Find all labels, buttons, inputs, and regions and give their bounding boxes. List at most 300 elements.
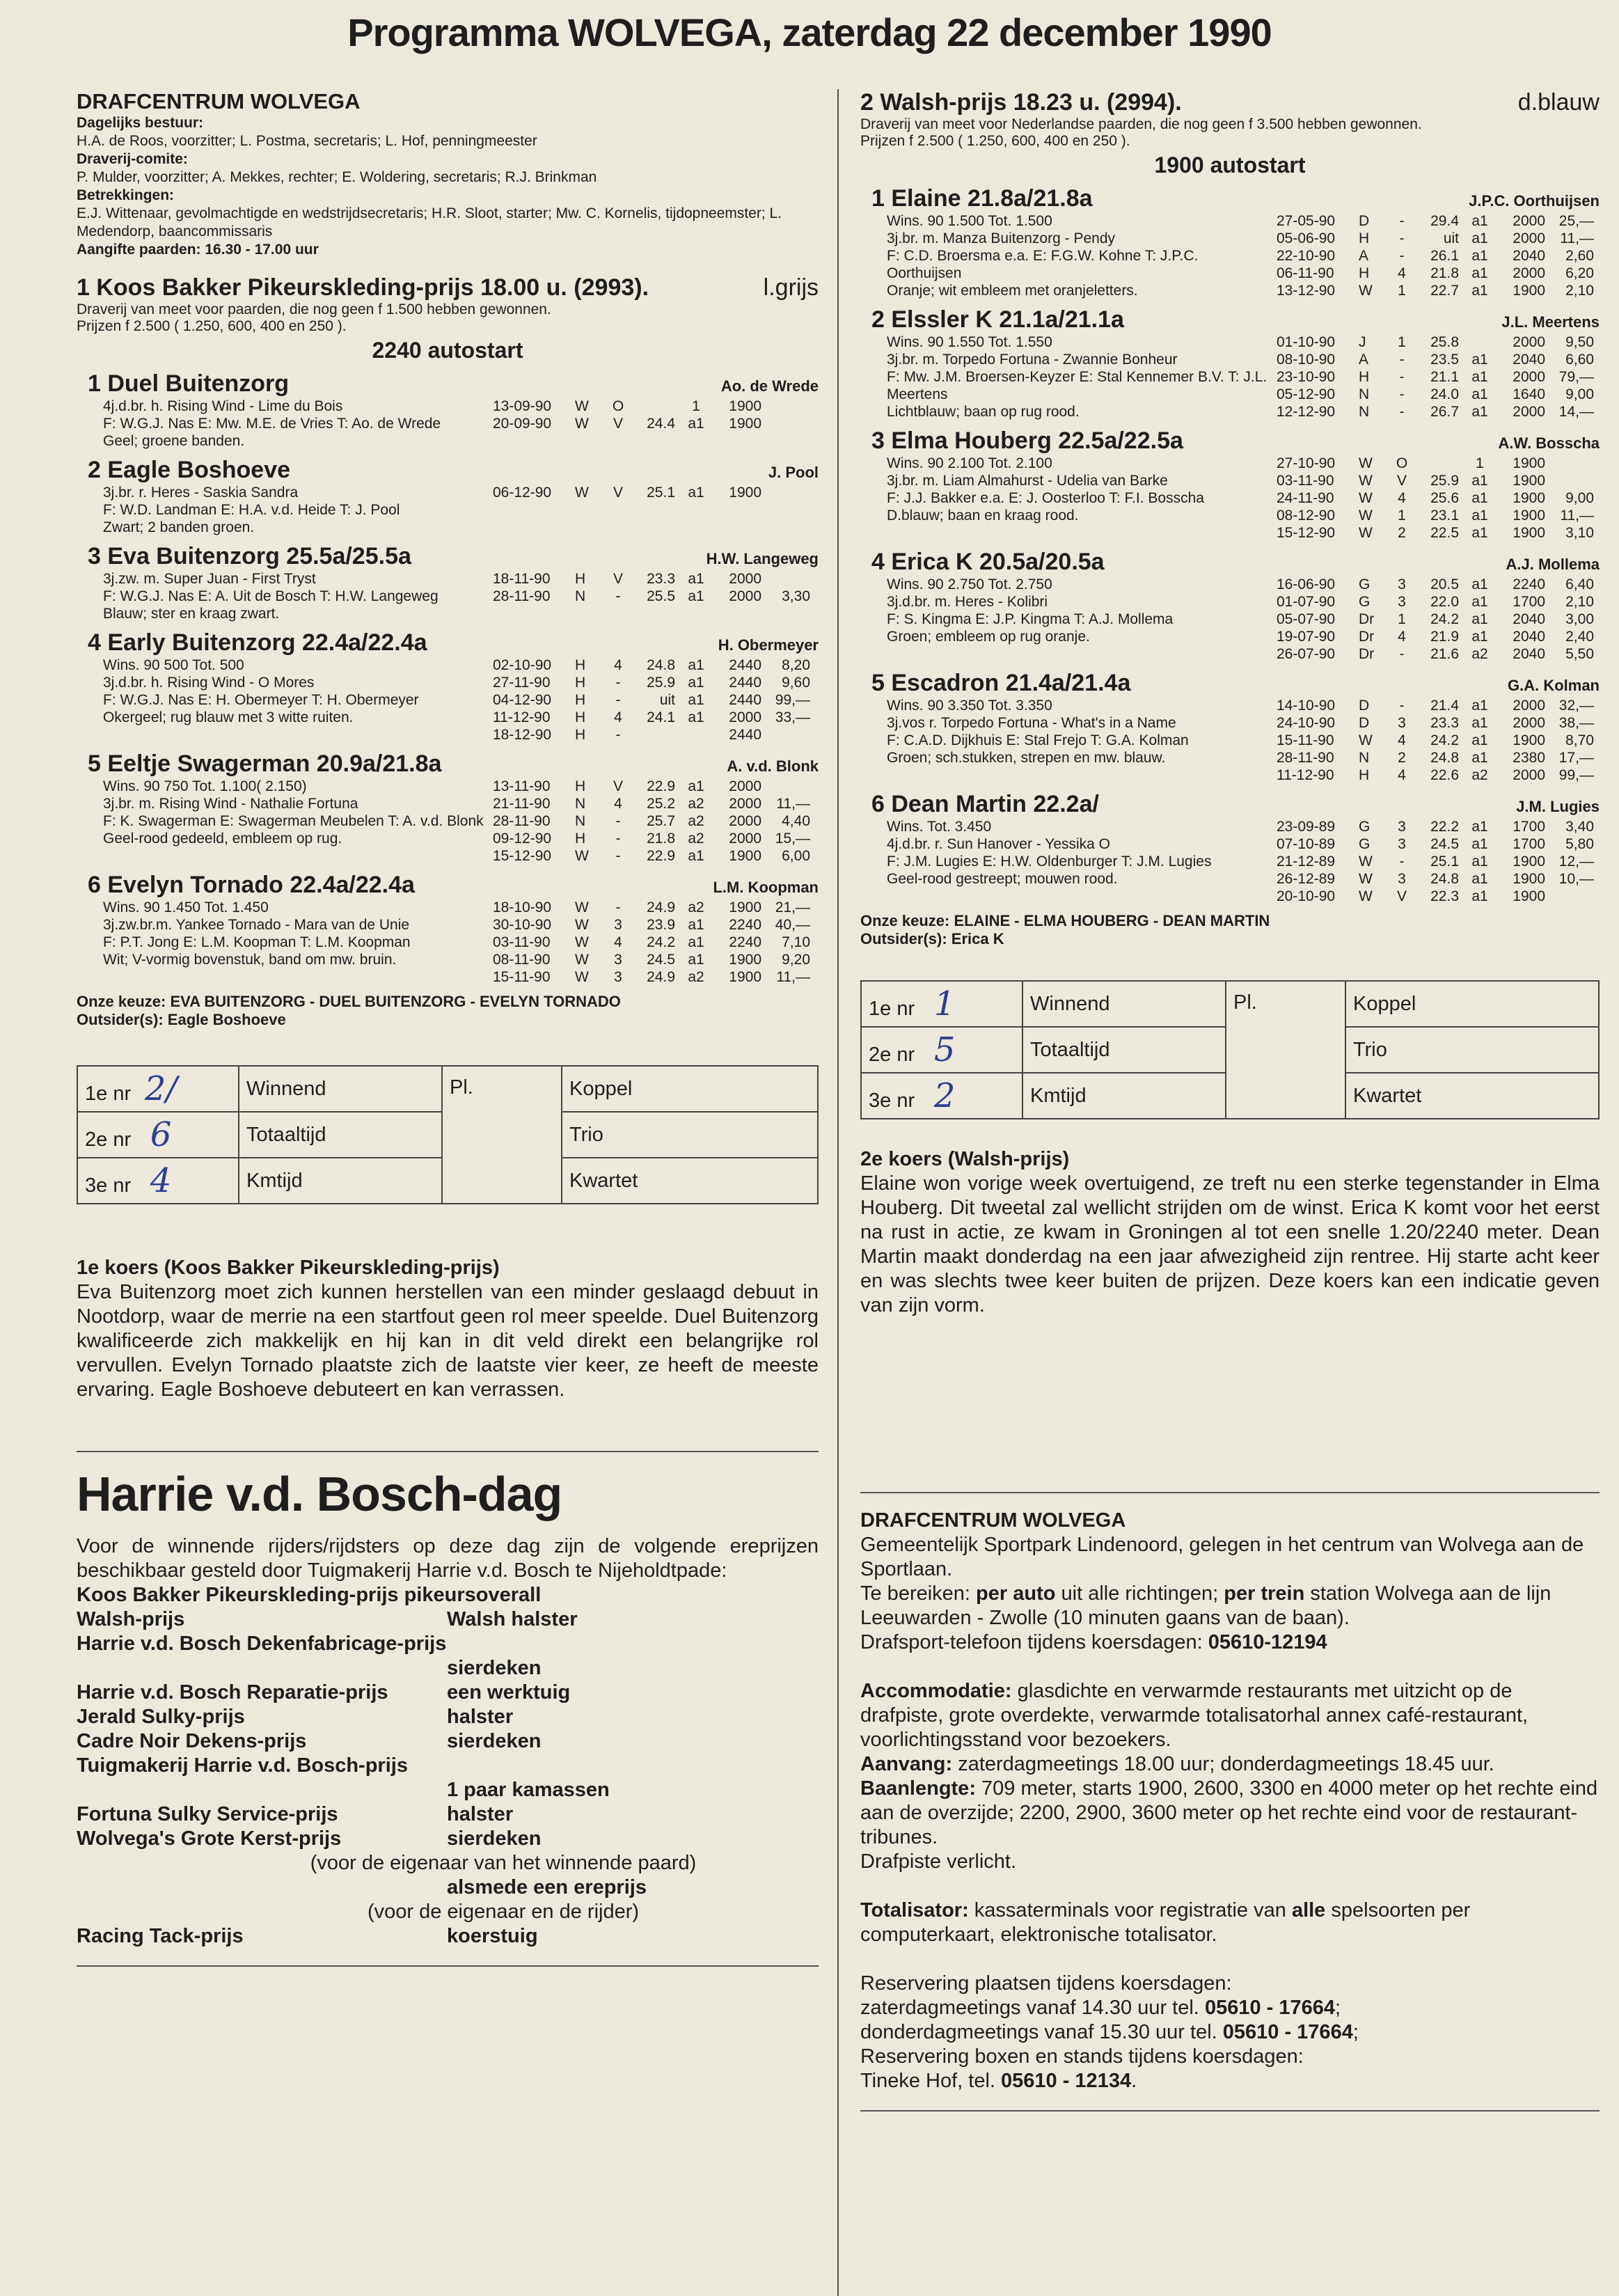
result-cell: 38,—: [1558, 715, 1594, 731]
prize-name: Racing Tack-prijs: [77, 1925, 244, 1947]
result-row: [1277, 472, 1600, 489]
result-row: [493, 398, 819, 415]
result-cell: 2000: [1513, 265, 1545, 281]
result-cell: W: [575, 917, 589, 933]
horse-name: 1 Elaine 21.8a/21.8a: [871, 185, 1093, 212]
result-cell: 1: [1398, 334, 1406, 350]
result-row: [1277, 835, 1600, 853]
place-3-cell[interactable]: [861, 1073, 1022, 1119]
horse-info: [860, 212, 1277, 299]
result-cell: Dr: [1359, 629, 1375, 645]
result-cell: 1900: [729, 848, 761, 864]
result-cell: W: [575, 848, 589, 864]
result-cell: a1: [688, 917, 704, 933]
horse-details: [77, 484, 819, 536]
result-cell: 2040: [1513, 248, 1545, 264]
result-cell: 1900: [1513, 854, 1545, 870]
horse-details: [860, 697, 1600, 784]
horse-info-line: F: W.D. Landman E: H.A. v.d. Heide T: J. Pool: [103, 502, 400, 518]
result-cell: 4: [614, 657, 622, 673]
horse-header: [860, 185, 1600, 212]
race2-heading: [860, 89, 1600, 116]
result-cell: 3: [1398, 576, 1406, 592]
place-1-cell[interactable]: [77, 1066, 239, 1112]
result-cell: uit: [1443, 230, 1459, 246]
header-text: P. Mulder, voorzitter; A. Mekkes, rechter; E. Woldering, secretaris; R.J. Brinkman: [77, 169, 597, 185]
result-cell: V: [1396, 473, 1407, 489]
result-cell: a1: [1471, 352, 1488, 368]
result-cell: 08-11-90: [493, 952, 551, 968]
horse-details: [77, 656, 819, 744]
result-cell: H: [575, 831, 586, 847]
result-cell: 11,—: [776, 969, 810, 985]
result-cell: 15,—: [775, 831, 810, 847]
horse-results: [493, 398, 819, 450]
result-cell: a2: [688, 969, 704, 985]
result-cell: a2: [688, 831, 704, 847]
result-cell: W: [1359, 490, 1373, 506]
result-cell: 25.2: [647, 796, 675, 812]
result-cell: a1: [1471, 490, 1488, 506]
result-cell: D: [1359, 715, 1370, 731]
result-cell: 3: [1398, 819, 1406, 835]
result-cell: 2000: [1513, 230, 1545, 246]
result-cell: a1: [1471, 525, 1488, 541]
result-cell: 4: [1398, 265, 1406, 281]
result-cell: 2440: [729, 657, 761, 673]
result-cell: a2: [688, 796, 704, 812]
horse-info-line: 3j.zw. m. Super Juan - First Tryst: [103, 571, 316, 587]
horse-entry: [860, 549, 1600, 663]
result-cell: 27-05-90: [1277, 213, 1336, 229]
track-directions: Te bereiken: per auto uit alle richtingen; per trein station Wolvega aan de lijn Leeuwarden - Zwolle (10 minuten gaans van de baan).: [860, 1582, 1551, 1629]
horse-info-line: D.blauw; baan en kraag rood.: [887, 508, 1079, 524]
result-cell: 2000: [1513, 369, 1545, 385]
place-2-label: 2e nr: [869, 1044, 915, 1066]
horse-info: [860, 455, 1277, 542]
result-cell: 4: [1398, 732, 1406, 748]
result-cell: 2040: [1513, 352, 1545, 368]
result-cell: a1: [1471, 248, 1488, 264]
result-cell: W: [1359, 508, 1373, 524]
horse-name: 6 Evelyn Tornado 22.4a/22.4a: [88, 872, 415, 898]
horse-info-line: 3j.d.br. m. Heres - Kolibri: [887, 594, 1048, 610]
result-cell: 4: [1398, 629, 1406, 645]
result-cell: H: [575, 571, 586, 587]
result-row: [1277, 766, 1600, 784]
result-cell: G: [1359, 819, 1371, 835]
result-cell: 1900: [1513, 871, 1545, 887]
result-cell: 3,40: [1565, 819, 1594, 835]
horse-driver: A.J. Mollema: [1506, 556, 1600, 573]
result-cell: a1: [1471, 611, 1488, 627]
result-cell: 1900: [729, 899, 761, 915]
horse-name: 3 Eva Buitenzorg 25.5a/25.5a: [88, 543, 411, 569]
result-cell: 2240: [1513, 576, 1545, 592]
result-cell: a1: [1471, 369, 1488, 385]
result-cell: 25.7: [647, 813, 675, 829]
result-cell: a1: [1471, 854, 1488, 870]
result-cell: 24.5: [1430, 836, 1459, 852]
race1-prizes: Prijzen f 2.500 ( 1.250, 600, 400 en 250 ).: [77, 318, 347, 334]
result-cell: W: [575, 416, 589, 432]
result-cell: [631, 398, 675, 415]
result-cell: 4: [614, 709, 622, 725]
handwritten-number: 6: [150, 1115, 172, 1154]
bosch-title: Harrie v.d. Bosch-dag: [77, 1467, 562, 1521]
result-cell: 2000: [1513, 767, 1545, 783]
horse-name: 3 Elma Houberg 22.5a/22.5a: [871, 427, 1183, 454]
result-cell: 25.9: [1430, 473, 1459, 489]
result-cell: 24.4: [647, 416, 675, 432]
column-divider: [837, 89, 839, 2296]
result-cell: a1: [1471, 230, 1488, 246]
prize-note: (voor de eigenaar en de rijder): [367, 1901, 640, 1923]
result-cell: 23.5: [1430, 352, 1459, 368]
result-cell: a2: [1471, 767, 1488, 783]
result-cell: 1900: [1513, 508, 1545, 524]
horse-entry: [860, 791, 1600, 905]
result-cell: N: [1359, 750, 1370, 766]
result-cell: -: [1399, 213, 1405, 229]
result-cell: 33,—: [775, 709, 810, 725]
result-cell: 22.7: [1430, 283, 1459, 299]
result-cell: 24-10-90: [1277, 715, 1336, 731]
horse-info-line: Groen; embleem op rug oranje.: [887, 629, 1090, 645]
result-cell: 24.0: [1430, 386, 1459, 402]
race2-prizes: Prijzen f 2.500 ( 1.250, 600, 400 en 250 ).: [860, 133, 1130, 149]
place-1-label: 1e nr: [85, 1083, 132, 1105]
horse-details: [860, 212, 1600, 299]
horse-info-line: F: W.G.J. Nas E: Mw. M.E. de Vries T: Ao. de Wrede: [103, 416, 441, 432]
result-cell: D: [1359, 698, 1370, 714]
result-cell: 15-11-90: [1277, 732, 1334, 748]
result-row: [493, 726, 819, 744]
header-label: Aangifte paarden: 16.30 - 17.00 uur: [77, 242, 319, 258]
result-cell: a2: [1471, 646, 1488, 662]
horse-results: [493, 899, 819, 986]
result-cell: -: [615, 675, 621, 691]
horse-driver: J.P.C. Oorthuijsen: [1469, 192, 1600, 210]
prize-value: halster: [447, 1706, 514, 1728]
horse-results: [1277, 697, 1600, 784]
result-row: [1277, 714, 1600, 732]
result-cell: W: [575, 899, 589, 915]
horse-header: [77, 750, 819, 778]
result-cell: 6,00: [782, 848, 810, 864]
result-cell: 04-12-90: [493, 692, 552, 708]
result-row: [1277, 351, 1600, 368]
result-cell: a1: [688, 588, 704, 604]
prize-value: 1 paar kamassen: [447, 1779, 610, 1801]
horse-info-line: 3j.br. m. Liam Almahurst - Udelia van Barke: [887, 473, 1168, 489]
result-cell: H: [575, 657, 586, 673]
result-cell: 25,—: [1558, 213, 1594, 229]
result-cell: 24.8: [1430, 871, 1459, 887]
result-cell: 4: [1398, 490, 1406, 506]
horse-driver: J. Pool: [768, 464, 819, 481]
place-2-cell[interactable]: [861, 1027, 1022, 1073]
result-cell: D: [1359, 213, 1370, 229]
horse-details: [860, 455, 1600, 542]
horse-info-line: F: J.M. Lugies E: H.W. Oldenburger T: J.M. Lugies: [887, 854, 1212, 870]
result-cell: H: [1359, 767, 1370, 783]
result-cell: 23.9: [647, 917, 675, 933]
race2-outsider: Outsider(s): Erica K: [860, 930, 1004, 948]
prize-note: alsmede een ereprijs: [447, 1876, 647, 1898]
result-row: [1277, 524, 1600, 542]
result-cell: G: [1359, 594, 1371, 610]
result-cell: a1: [1471, 836, 1488, 852]
result-cell: 24.9: [647, 899, 675, 915]
result-cell: 5,80: [1565, 836, 1594, 852]
result-cell: 3: [614, 917, 622, 933]
result-cell: 2000: [729, 588, 761, 604]
result-table: [860, 980, 1600, 1119]
horse-info-line: F: C.A.D. Dijkhuis E: Stal Frejo T: G.A. Kolman: [887, 732, 1189, 748]
result-cell: [1459, 333, 1501, 351]
result-cell: 2040: [1513, 611, 1545, 627]
result-cell: 11,—: [1560, 508, 1594, 524]
place-1-cell[interactable]: [861, 981, 1022, 1027]
result-cell: 32,—: [1558, 698, 1594, 714]
horse-info: [860, 333, 1277, 420]
result-cell: a1: [1471, 871, 1488, 887]
result-cell: a1: [1471, 888, 1488, 904]
horse-results: [1277, 818, 1600, 905]
result-cell: -: [1399, 352, 1405, 368]
result-cell: 2: [1398, 750, 1406, 766]
result-cell: 20-09-90: [493, 416, 552, 432]
result-cell: H: [575, 709, 586, 725]
result-cell: 1900: [729, 952, 761, 968]
result-cell: 1900: [1513, 473, 1545, 489]
result-cell: a1: [1471, 732, 1488, 748]
horse-info-line: 3j.br. m. Manza Buitenzorg - Pendy: [887, 230, 1115, 246]
result-cell: 05-07-90: [1277, 611, 1336, 627]
result-cell: a1: [688, 848, 704, 864]
place-3-cell[interactable]: [77, 1158, 239, 1204]
result-cell: a1: [1471, 265, 1488, 281]
pl-cell: Pl.: [1226, 981, 1345, 1119]
horse-results: [493, 484, 819, 536]
track-accommodation: Accommodatie: glasdichte en verwarmde restaurants met uitzicht op de drafpiste, grote overdekte, verwarmde totalisatorhal annex café-restaurant, voorlichtingsstand voor bezoekers.: [860, 1680, 1529, 1751]
result-cell: 6,40: [1565, 576, 1594, 592]
result-cell: 25.8: [1430, 334, 1459, 350]
result-cell: 30-10-90: [493, 917, 552, 933]
horse-info: [77, 398, 493, 450]
result-cell: V: [613, 778, 623, 794]
horse-info-line: 3j.d.br. h. Rising Wind - O Mores: [103, 675, 315, 691]
result-cell: 19-07-90: [1277, 629, 1336, 645]
result-cell: -: [615, 692, 621, 708]
horse-results: [1277, 576, 1600, 663]
result-cell: 29.4: [1430, 213, 1459, 229]
result-cell: 2000: [729, 709, 761, 725]
race2-color: d.blauw: [1517, 89, 1600, 116]
result-cell: O: [1396, 455, 1408, 471]
horse-details: [77, 899, 819, 986]
trio-cell: Trio: [562, 1112, 818, 1158]
result-row: [1277, 818, 1600, 835]
result-cell: 1: [692, 398, 700, 414]
result-cell: 25.5: [647, 588, 675, 604]
result-cell: W: [1359, 854, 1373, 870]
race1-commentary: [77, 1256, 819, 1402]
horse-header: [860, 670, 1600, 697]
result-cell: a2: [688, 899, 704, 915]
result-cell: a1: [688, 416, 704, 432]
horse-driver: J.L. Meertens: [1501, 313, 1600, 331]
result-cell: 24.9: [647, 969, 675, 985]
result-row: [493, 691, 819, 709]
result-cell: -: [615, 831, 621, 847]
result-cell: W: [575, 398, 589, 414]
result-cell: [761, 778, 810, 795]
result-row: [493, 588, 819, 605]
reservation-thursday: donderdagmeetings vanaf 15.30 uur tel. 05610 - 17664;: [860, 2021, 1359, 2043]
race1-choice: [77, 993, 819, 1029]
result-cell: O: [612, 398, 624, 414]
result-cell: [631, 726, 675, 744]
result-cell: 9,20: [782, 952, 810, 968]
result-row: [493, 570, 819, 588]
result-cell: 99,—: [775, 692, 810, 708]
race1-outsider: Outsider(s): Eagle Boshoeve: [77, 1011, 286, 1028]
result-cell: a1: [1471, 508, 1488, 524]
result-cell: [761, 570, 810, 588]
result-row: [493, 830, 819, 847]
header-text: H.A. de Roos, voorzitter; L. Postma, secretaris; L. Hof, penningmeester: [77, 133, 537, 149]
result-row: [1277, 212, 1600, 230]
result-cell: 9,00: [1565, 386, 1594, 402]
result-cell: 2,60: [1565, 248, 1594, 264]
result-cell: 2000: [1513, 698, 1545, 714]
horse-info-line: Wins. 90 1.550 Tot. 1.550: [887, 334, 1052, 350]
result-cell: 28-11-90: [493, 588, 551, 604]
horse-header: [860, 791, 1600, 818]
result-cell: 1900: [1513, 490, 1545, 506]
horse-info-line: Wins. 90 3.350 Tot. 3.350: [887, 698, 1052, 714]
horse-entry: [77, 629, 819, 744]
result-cell: 2440: [729, 675, 761, 691]
horse-entry: [77, 872, 819, 986]
result-cell: N: [575, 796, 586, 812]
track-org: DRAFCENTRUM WOLVEGA: [860, 1509, 1126, 1532]
result-cell: 21.8: [647, 831, 675, 847]
result-cell: a1: [688, 657, 704, 673]
race2-condition: Draverij van meet voor Nederlandse paarden, die nog geen f 3.500 hebben gewonnen.: [860, 116, 1422, 132]
result-cell: [761, 726, 810, 744]
result-row: [1277, 888, 1600, 905]
result-cell: -: [1399, 404, 1405, 420]
kmtijd-cell: Kmtijd: [1022, 1073, 1226, 1119]
result-cell: 1900: [729, 416, 761, 432]
horse-info-line: 3j.br. r. Heres - Saskia Sandra: [103, 485, 299, 501]
result-cell: 1900: [729, 398, 761, 414]
result-row: [1277, 455, 1600, 472]
horse-entry: [860, 427, 1600, 542]
race1-title: 1 Koos Bakker Pikeurskleding-prijs 18.00 u. (2993).: [77, 274, 649, 301]
result-row: [1277, 386, 1600, 403]
result-row: [1277, 645, 1600, 663]
result-cell: 2040: [1513, 629, 1545, 645]
horse-header: [77, 872, 819, 899]
result-cell: W: [575, 485, 589, 501]
result-cell: 15-12-90: [1277, 525, 1336, 541]
race1-result-box: [77, 1065, 819, 1204]
result-cell: W: [1359, 473, 1373, 489]
place-2-label: 2e nr: [85, 1129, 132, 1151]
result-cell: 12-12-90: [1277, 404, 1336, 420]
result-cell: 20-10-90: [1277, 888, 1336, 904]
result-cell: 22.0: [1430, 594, 1459, 610]
comment-heading: 2e koers (Walsh-prijs): [860, 1148, 1070, 1170]
section-divider: [860, 1492, 1600, 1493]
result-cell: -: [1399, 646, 1405, 662]
result-cell: 2,40: [1565, 629, 1594, 645]
result-cell: H: [575, 778, 586, 794]
result-cell: 11,—: [1560, 230, 1594, 246]
result-cell: 3: [1398, 715, 1406, 731]
prize-name: Jerald Sulky-prijs: [77, 1706, 245, 1728]
horse-info-line: 3j.zw.br.m. Yankee Tornado - Mara van de Unie: [103, 917, 410, 933]
result-cell: 11-12-90: [1277, 767, 1334, 783]
comment-text: Elaine won vorige week overtuigend, ze treft nu een sterke tegenstander in Elma Houberg. Dit tweetal zal wellicht strijden om de winst. Erica K komt voor het eerst na rust in actie, ze kwam in Groningen al tot een snelle 1.20/2240 meter. Dean Martin maakt donderdag na een jaar afwezigheid zijn rentree. Hij starte acht keer en was slechts twee keer buiten de prijzen. Deze koers kan een indicatie geven van zijn vorm.: [860, 1172, 1600, 1316]
horse-info-line: 3j.br. m. Torpedo Fortuna - Zwannie Bonheur: [887, 352, 1178, 368]
result-cell: 24.2: [1430, 732, 1459, 748]
result-cell: 12,—: [1558, 854, 1594, 870]
result-cell: G: [1359, 576, 1371, 592]
horse-info-line: Wins. 90 2.750 Tot. 2.750: [887, 576, 1052, 592]
horse-info-line: F: P.T. Jong E: L.M. Koopman T: L.M. Koopman: [103, 934, 411, 950]
result-cell: 2240: [729, 917, 761, 933]
result-cell: N: [575, 588, 586, 604]
result-cell: 23.3: [1430, 715, 1459, 731]
place-2-cell[interactable]: [77, 1112, 239, 1158]
section-divider: [860, 2110, 1600, 2112]
result-cell: 13-09-90: [493, 398, 552, 414]
prize-name: Harrie v.d. Bosch Reparatie-prijs: [77, 1681, 388, 1704]
track-lights: Drafpiste verlicht.: [860, 1850, 1017, 1873]
result-cell: 2000: [729, 778, 761, 794]
result-cell: 28-11-90: [1277, 750, 1334, 766]
result-cell: 21.8: [1430, 265, 1459, 281]
result-cell: 26.7: [1430, 404, 1459, 420]
result-cell: 22.3: [1430, 888, 1459, 904]
result-cell: a1: [688, 934, 704, 950]
result-cell: [1414, 455, 1459, 472]
race1-heading: [77, 274, 819, 301]
horse-driver: A. v.d. Blonk: [727, 757, 819, 775]
result-row: [493, 934, 819, 951]
result-cell: 24.2: [1430, 611, 1459, 627]
result-cell: 2000: [1513, 213, 1545, 229]
place-1-label: 1e nr: [869, 998, 915, 1020]
result-row: [493, 484, 819, 501]
handwritten-number: 4: [150, 1161, 172, 1200]
track-location: Gemeentelijk Sportpark Lindenoord, gelegen in het centrum van Wolvega aan de Sportlaan.: [860, 1534, 1584, 1580]
result-cell: [761, 415, 810, 432]
result-cell: a1: [688, 675, 704, 691]
horse-details: [77, 398, 819, 450]
result-cell: 27-11-90: [493, 675, 551, 691]
horse-header: [77, 370, 819, 398]
result-cell: Dr: [1359, 646, 1375, 662]
race1-start: 2240 autostart: [372, 338, 523, 363]
kmtijd-cell: Kmtijd: [239, 1158, 442, 1204]
result-cell: 2000: [1513, 715, 1545, 731]
